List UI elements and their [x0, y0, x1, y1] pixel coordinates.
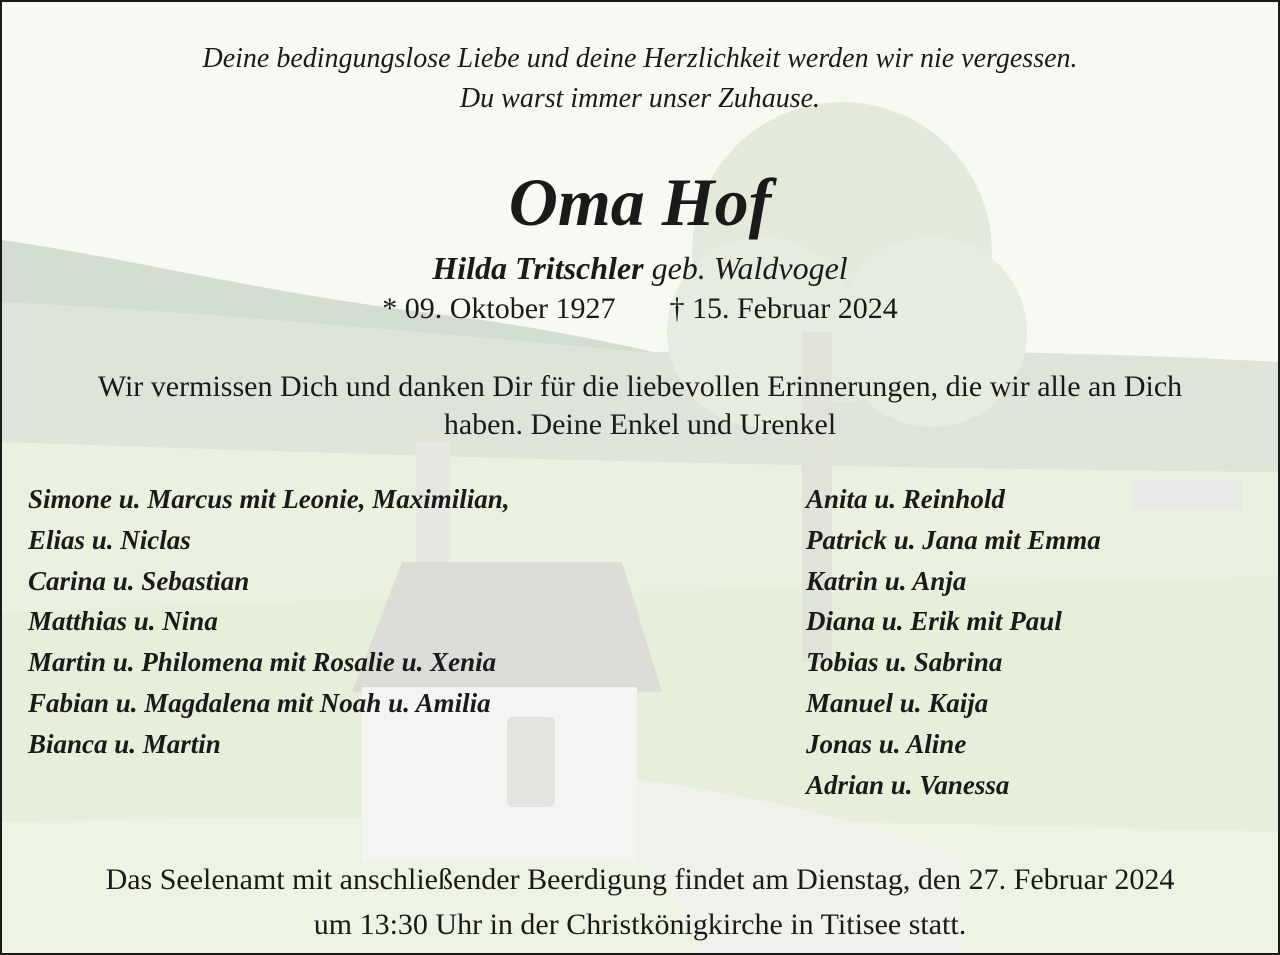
deceased-name: Hilda Tritschler: [432, 250, 644, 286]
life-dates: [2, 289, 1278, 329]
thanks-line-2: haben. Deine Enkel und Urenkel: [443, 408, 837, 441]
mourner-entry: Bianca u. Martin: [28, 728, 221, 759]
thanks-line-1: Wir vermissen Dich und danken Dir für die liebevollen Erinnerungen, die wir alle an Dich: [97, 370, 1183, 403]
death-date: † 15. Februar 2024: [669, 292, 898, 325]
mourner-entry: Jonas u. Aline: [806, 728, 967, 759]
obituary-title: Oma Hof: [508, 164, 772, 240]
deceased-full-name: [2, 248, 1278, 288]
mourner-entry: Fabian u. Magdalena mit Noah u. Amilia: [28, 687, 491, 718]
mourner-entry: Tobias u. Sabrina: [806, 647, 1003, 678]
obituary-content: [2, 2, 1278, 953]
mourner-entry: Simone u. Marcus mit Leonie, Maximilian,: [28, 484, 510, 514]
quote-line-1: Deine bedingungslose Liebe und deine Herzlichkeit werden wir nie vergessen.: [202, 43, 1078, 74]
mourner-entry: Anita u. Reinhold: [806, 484, 1005, 514]
mourner-entry: Patrick u. Jana mit Emma: [806, 524, 1101, 555]
mourner-entry: Manuel u. Kaija: [806, 687, 989, 718]
mourner-entry: Adrian u. Vanessa: [806, 769, 1010, 800]
service-line-2: um 13:30 Uhr in der Christkönigkirche in Titisee statt.: [313, 908, 967, 941]
funeral-service-info: [2, 857, 1278, 947]
mourner-entry: Diana u. Erik mit Paul: [806, 606, 1062, 637]
mourner-entry: Elias u. Niclas: [28, 524, 191, 555]
mourner-entry: Katrin u. Anja: [806, 565, 967, 596]
mourners-right-column: [806, 479, 1101, 805]
mourner-entry: Carina u. Sebastian: [28, 565, 250, 596]
mourners-left-column: [28, 479, 510, 765]
mourner-entry: Martin u. Philomena mit Rosalie u. Xenia: [28, 647, 497, 678]
quote-line-2: Du warst immer unser Zuhause.: [459, 83, 821, 114]
mourner-entry: Matthias u. Nina: [28, 606, 218, 637]
birth-date: * 09. Oktober 1927: [382, 292, 616, 325]
thanks-text: [2, 368, 1278, 444]
service-line-1: Das Seelenamt mit anschließender Beerdigung findet am Dienstag, den 27. Februar 2024: [105, 863, 1175, 896]
deceased-maiden-name: geb. Waldvogel: [651, 250, 848, 286]
